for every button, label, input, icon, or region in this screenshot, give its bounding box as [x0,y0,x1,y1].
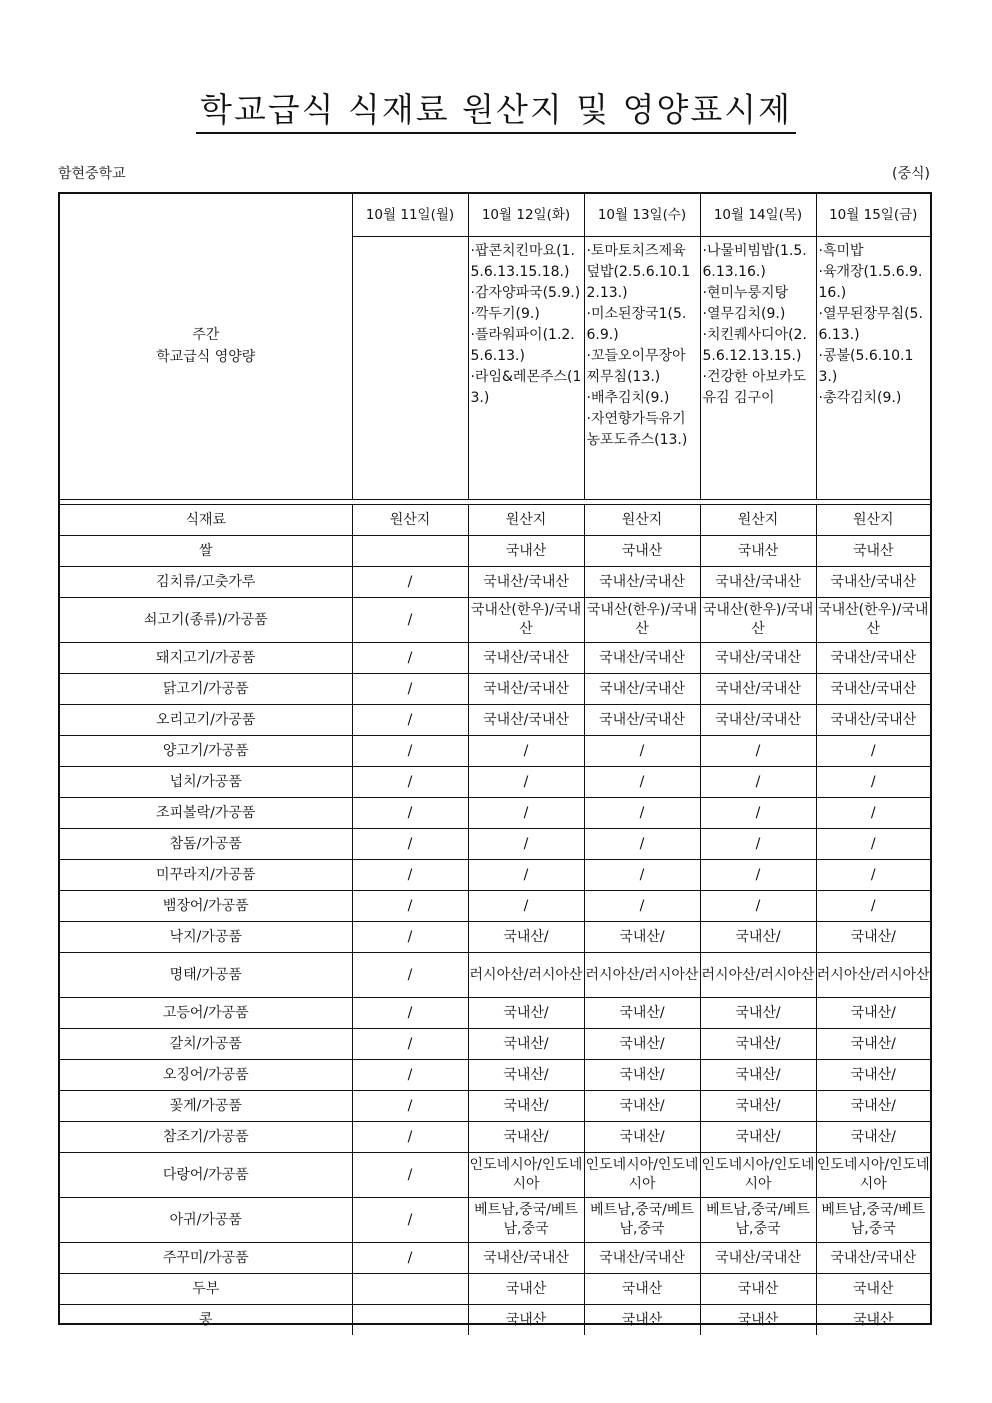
nutrition-label-line2: 학교급식 영양량 [156,349,256,366]
origin-value: / [352,860,468,891]
origin-value: / [816,798,930,829]
origin-row [60,1153,930,1198]
origin-value: / [352,998,468,1029]
origin-value: 국내산/국내산 [584,567,700,598]
origin-value: / [352,1153,468,1198]
origin-value: / [700,767,816,798]
ingredient-name: 조피볼락/가공품 [60,798,352,829]
origin-row [60,891,930,922]
origin-value [352,1274,468,1305]
origin-table [60,504,930,1335]
origin-value: 국내산/국내산 [468,705,584,736]
origin-value: 국내산/ [584,1029,700,1060]
ingredient-name: 넙치/가공품 [60,767,352,798]
origin-value: / [352,643,468,674]
origin-value: / [700,736,816,767]
origin-row [60,1060,930,1091]
origin-value: / [352,1198,468,1243]
menu-item: ·라임&레몬주스(13.) [470,368,582,406]
origin-value: 국내산/국내산 [468,643,584,674]
menu-item: ·자연향가득유기농포도쥬스(13.) [586,410,688,448]
ingredient-name: 오징어/가공품 [60,1060,352,1091]
origin-header-row [60,505,930,536]
menu-item: ·현미누룽지탕 [702,284,789,301]
origin-value: / [352,736,468,767]
origin-row [60,598,930,643]
origin-value: / [352,705,468,736]
origin-value: 국내산 [584,536,700,567]
origin-value: 국내산/ [468,1029,584,1060]
origin-value: 인도네시아/인도네시아 [700,1153,816,1198]
origin-value: / [352,1060,468,1091]
origin-value: 국내산/국내산 [816,705,930,736]
menu-day-1 [352,236,468,499]
origin-value: 국내산/국내산 [584,674,700,705]
origin-value: / [468,767,584,798]
origin-value: / [584,767,700,798]
menu-item: ·나물비빔밥(1.5.6.13.16.) [702,242,807,280]
ingredient-name: 참돔/가공품 [60,829,352,860]
origin-value: / [816,736,930,767]
ingredient-name: 쌀 [60,536,352,567]
origin-value: 인도네시아/인도네시아 [584,1153,700,1198]
origin-value: / [352,829,468,860]
origin-value: 국내산/ [700,1091,816,1122]
menu-item: ·총각김치(9.) [818,389,902,406]
origin-value: / [352,598,468,643]
ingredient-name: 뱀장어/가공품 [60,891,352,922]
menu-item: ·열무된장무침(5.6.13.) [818,305,923,343]
origin-value: 국내산/ [584,1060,700,1091]
origin-value: / [468,829,584,860]
ingredient-name: 갈치/가공품 [60,1029,352,1060]
origin-value: 국내산/국내산 [700,567,816,598]
origin-value: 국내산/ [816,922,930,953]
origin-value: 국내산(한우)/국내산 [700,598,816,643]
menu-item: ·토마토치즈제육덮밥(2.5.6.10.12.13.) [586,242,691,301]
menu-day-4 [700,236,816,499]
ingredient-name: 고등어/가공품 [60,998,352,1029]
origin-value: / [468,736,584,767]
menu-item: ·치킨퀘사디아(2.5.6.12.13.15.) [702,326,807,364]
origin-value: 국내산 [584,1274,700,1305]
origin-header: 원산지 [700,505,816,536]
menu-item: ·팝콘치킨마요(1.5.6.13.15.18.) [470,242,575,280]
origin-value: 국내산/국내산 [816,643,930,674]
origin-value: 국내산/국내산 [700,705,816,736]
origin-value: 국내산/ [700,1029,816,1060]
origin-value: 국내산/국내산 [584,643,700,674]
ingredient-name: 아귀/가공품 [60,1198,352,1243]
origin-value: 국내산/국내산 [468,674,584,705]
origin-value: 국내산/ [700,1060,816,1091]
origin-value: 국내산/ [700,922,816,953]
origin-value: / [816,767,930,798]
origin-value: / [816,829,930,860]
menu-item: ·감자양파국(5.9.) [470,284,581,301]
origin-value [352,536,468,567]
origin-row [60,998,930,1029]
origin-value: 국내산/ [700,998,816,1029]
menu-item: ·건강한 아보카도유김 김구이 [702,368,807,406]
origin-row [60,1091,930,1122]
ingredient-name: 오리고기/가공품 [60,705,352,736]
origin-value: / [352,922,468,953]
origin-value: 국내산/ [816,1122,930,1153]
origin-value: 국내산/ [468,1091,584,1122]
origin-value: 국내산/국내산 [700,643,816,674]
origin-value: 국내산/ [816,1091,930,1122]
origin-row [60,1122,930,1153]
menu-item: ·깍두기(9.) [470,305,540,322]
origin-row [60,536,930,567]
origin-value: 국내산/ [816,998,930,1029]
ingredient-name: 참조기/가공품 [60,1122,352,1153]
ingredient-name: 콩 [60,1305,352,1336]
origin-row [60,1198,930,1243]
origin-value: 국내산/ [468,922,584,953]
origin-value: / [352,1243,468,1274]
ingredient-name: 낙지/가공품 [60,922,352,953]
origin-header: 원산지 [468,505,584,536]
ingredient-name: 명태/가공품 [60,953,352,998]
origin-row [60,798,930,829]
origin-value: 국내산 [468,536,584,567]
origin-header: 원산지 [816,505,930,536]
origin-value: 국내산(한우)/국내산 [816,598,930,643]
origin-value: / [352,567,468,598]
origin-header: 원산지 [352,505,468,536]
origin-value: 국내산/국내산 [700,1243,816,1274]
nutrition-table [60,194,930,500]
menu-item: ·흑미밥 [818,242,864,259]
origin-value: / [352,953,468,998]
nutrition-label-line1: 주간 [192,327,220,344]
origin-value: 베트남,중국/베트남,중국 [468,1198,584,1243]
date-header-row [60,194,930,236]
menu-item: ·열무김치(9.) [702,305,786,322]
origin-value: 국내산/국내산 [816,674,930,705]
origin-value: 국내산/ [816,1029,930,1060]
date-day-4: 10월 14일(목) [700,194,816,236]
ingredient-name: 꽃게/가공품 [60,1091,352,1122]
origin-row [60,705,930,736]
date-day-2: 10월 12일(화) [468,194,584,236]
origin-row [60,860,930,891]
origin-value: / [700,860,816,891]
origin-value: / [468,798,584,829]
origin-value: 국내산/ [468,1122,584,1153]
origin-value: 국내산 [816,1274,930,1305]
origin-value: 국내산/ [584,1122,700,1153]
origin-row [60,674,930,705]
origin-value: 국내산 [816,536,930,567]
origin-value: 베트남,중국/베트남,중국 [816,1198,930,1243]
origin-value: 국내산/ [584,1091,700,1122]
origin-value: 베트남,중국/베트남,중국 [700,1198,816,1243]
origin-value: 국내산(한우)/국내산 [468,598,584,643]
origin-row [60,829,930,860]
origin-value: / [584,860,700,891]
origin-value: / [352,1091,468,1122]
origin-value: 인도네시아/인도네시아 [468,1153,584,1198]
menu-item: ·플라워파이(1.2.5.6.13.) [470,326,575,364]
origin-value: / [584,891,700,922]
ingredient-header: 식재료 [60,505,352,536]
origin-value: / [816,891,930,922]
origin-value: / [816,860,930,891]
origin-value: 국내산/ [816,1060,930,1091]
origin-value: / [352,1029,468,1060]
origin-row [60,1243,930,1274]
origin-value: 국내산/ [584,922,700,953]
date-day-3: 10월 13일(수) [584,194,700,236]
origin-value: 국내산/국내산 [700,674,816,705]
origin-value: 국내산 [700,1305,816,1336]
origin-value: / [700,829,816,860]
origin-row [60,567,930,598]
ingredient-name: 다랑어/가공품 [60,1153,352,1198]
origin-value: / [352,1122,468,1153]
title-wrap [0,90,992,134]
ingredient-name: 두부 [60,1274,352,1305]
origin-row [60,922,930,953]
ingredient-name: 닭고기/가공품 [60,674,352,705]
origin-row [60,736,930,767]
origin-value: 국내산/국내산 [816,567,930,598]
origin-value: / [352,798,468,829]
ingredient-name: 쇠고기(종류)/가공품 [60,598,352,643]
menu-day-2 [468,236,584,499]
menu-item: ·육개장(1.5.6.9.16.) [818,263,923,301]
origin-value: / [352,767,468,798]
menu-item: ·미소된장국1(5.6.9.) [586,305,687,343]
origin-value: / [584,798,700,829]
origin-value: / [468,860,584,891]
origin-value: 국내산 [584,1305,700,1336]
origin-value: 국내산/국내산 [584,705,700,736]
origin-value: 국내산/국내산 [468,1243,584,1274]
origin-row [60,767,930,798]
menu-day-5 [816,236,930,499]
origin-row [60,1029,930,1060]
date-day-5: 10월 15일(금) [816,194,930,236]
origin-value: 러시아산/러시아산 [584,953,700,998]
origin-value: / [468,891,584,922]
origin-value: 러시아산/러시아산 [816,953,930,998]
origin-value: / [700,891,816,922]
menu-item: ·배추김치(9.) [586,389,670,406]
nutrition-label [60,194,352,499]
origin-value: 국내산 [468,1274,584,1305]
origin-value: 국내산/ [584,998,700,1029]
menu-day-3 [584,236,700,499]
origin-value: 국내산/ [700,1122,816,1153]
page-title: 학교급식 식재료 원산지 및 영양표시제 [196,90,796,134]
origin-value: / [700,798,816,829]
menu-item: ·꼬들오이무장아찌무침(13.) [586,347,686,385]
meal-type: (중식) [892,166,930,182]
origin-value: / [584,736,700,767]
origin-row [60,1274,930,1305]
school-name: 함현중학교 [58,166,126,182]
origin-value: 인도네시아/인도네시아 [816,1153,930,1198]
ingredient-name: 미꾸라지/가공품 [60,860,352,891]
date-day-1: 10월 11일(월) [352,194,468,236]
origin-value: 국내산 [700,1274,816,1305]
origin-value: 국내산/ [468,998,584,1029]
origin-value: 국내산/ [468,1060,584,1091]
origin-value: / [352,891,468,922]
origin-value: 국내산 [816,1305,930,1336]
origin-value: 국내산 [468,1305,584,1336]
origin-value: 국내산/국내산 [468,567,584,598]
origin-row [60,1305,930,1336]
origin-value: 국내산/국내산 [816,1243,930,1274]
origin-value: / [584,829,700,860]
origin-value: / [352,674,468,705]
ingredient-name: 돼지고기/가공품 [60,643,352,674]
origin-value [352,1305,468,1336]
ingredient-name: 양고기/가공품 [60,736,352,767]
origin-row [60,953,930,998]
menu-origin-sheet [58,192,932,1328]
ingredient-name: 주꾸미/가공품 [60,1243,352,1274]
origin-value: 베트남,중국/베트남,중국 [584,1198,700,1243]
origin-row [60,643,930,674]
ingredient-name: 김치류/고춧가루 [60,567,352,598]
origin-value: 국내산(한우)/국내산 [584,598,700,643]
origin-value: 국내산/국내산 [584,1243,700,1274]
origin-value: 러시아산/러시아산 [468,953,584,998]
origin-value: 국내산 [700,536,816,567]
origin-header: 원산지 [584,505,700,536]
section-divider [60,499,930,500]
menu-item: ·콩불(5.6.10.13.) [818,347,914,385]
origin-value: 러시아산/러시아산 [700,953,816,998]
